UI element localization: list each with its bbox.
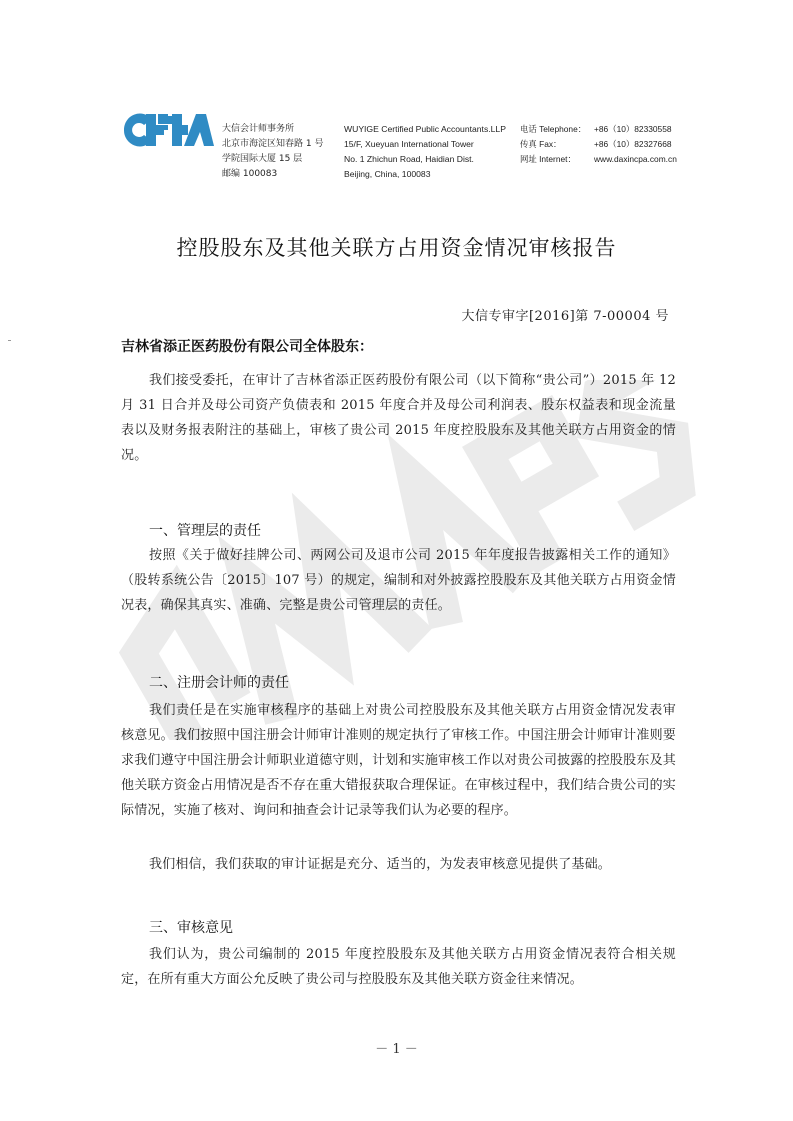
address-line-en: No. 1 Zhichun Road, Haidian Dist. — [344, 154, 474, 164]
firm-logo — [122, 110, 214, 150]
scan-mark — [8, 340, 11, 341]
firm-address-cn — [222, 122, 323, 182]
website-label: 网址 Internet： — [520, 154, 576, 164]
website-value: www.daxincpa.com.cn — [594, 154, 677, 164]
page-number: － 1 － — [375, 1042, 418, 1057]
address-line-en: Beijing, China, 100083 — [344, 169, 431, 179]
section-paragraph: 我们认为，贵公司编制的 2015 年度控股股东及其他关联方占用资金情况表符合相关规定，在所有重大方面公允反映了贵公司与控股股东及其他关联方资金往来情况。 — [121, 947, 676, 987]
letterhead — [122, 108, 682, 184]
firm-name-cn: 大信会计师事务所 — [222, 124, 295, 134]
fax-value: +86（10）82327668 — [594, 139, 672, 149]
postcode-cn: 邮编 100083 — [222, 169, 278, 179]
address-line-cn: 北京市海淀区知春路 1 号 — [222, 139, 324, 149]
address-line-en: 15/F, Xueyuan International Tower — [344, 139, 474, 149]
addressee: 吉林省添正医药股份有限公司全体股东： — [121, 339, 373, 355]
report-title: 控股股东及其他关联方占用资金情况审核报告 — [176, 236, 617, 260]
address-line-cn: 学院国际大厦 15 层 — [222, 154, 303, 164]
section-paragraph: 按照《关于做好挂牌公司、两网公司及退市公司 2015 年年度报告披露相关工作的通知》（股转系统公告〔2015〕107 号）的规定，编制和对外披露控股股东及其他关联方占用资金情况表，确保其真实、准确、完整是贵公司管理层的责任。 — [121, 548, 676, 613]
fax-label: 传真 Fax： — [520, 139, 562, 149]
intro-paragraph: 我们接受委托，在审计了吉林省添正医药股份有限公司（以下简称“贵公司”）2015 年 12 月 31 日合并及母公司资产负债表和 2015 年度合并及母公司利润表、股东权益表和现金流量表以及财务报表附注的基础上，审核了贵公司 2015 年度控股股东及其他关联方占用资金的情况。 — [121, 373, 676, 463]
section-heading-auditor: 二、注册会计师的责任 — [149, 675, 289, 691]
section-paragraph: 我们责任是在实施审核程序的基础上对贵公司控股股东及其他关联方占用资金情况发表审核意见。我们按照中国注册会计师审计准则的规定执行了审核工作。中国注册会计师审计准则要求我们遵守中国注册会计师职业道德守则，计划和实施审核工作以对贵公司披露的控股股东及其他关联方资金占用情况是否不存在重大错报获取合理保证。在审核过程中，我们结合贵公司的实际情况，实施了核对、询问和抽查会计记录等我们认为必要的程序。 — [121, 703, 676, 818]
section-paragraph: 我们相信，我们获取的审计证据是充分、适当的，为发表审核意见提供了基础。 — [149, 857, 612, 872]
telephone-label: 电话 Telephone： — [520, 124, 587, 134]
telephone-value: +86（10）82330558 — [594, 124, 672, 134]
document-number: 大信专审字[2016]第 7-00004 号 — [461, 309, 669, 324]
firm-name-en: WUYIGE Certified Public Accountants.LLP — [344, 124, 506, 134]
section-heading-opinion: 三、审核意见 — [149, 920, 233, 936]
firm-address-en — [344, 122, 506, 182]
section-heading-management: 一、管理层的责任 — [149, 523, 261, 539]
